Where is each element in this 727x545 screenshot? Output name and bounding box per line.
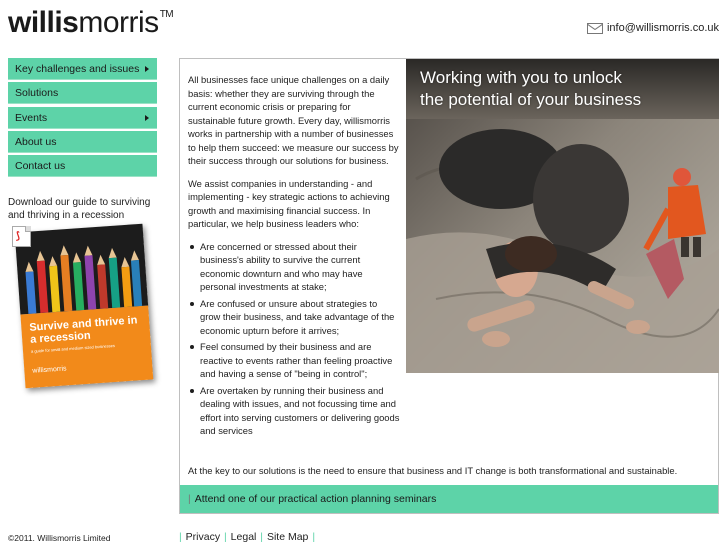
nav-item-contact-us[interactable] — [8, 155, 157, 177]
hero-caption-line-1: Working with you to unlock — [420, 68, 622, 87]
seminar-link[interactable]: Attend one of our practical action planning seminars — [194, 493, 437, 505]
nav-item-label: Contact us — [15, 160, 66, 173]
pdf-icon[interactable] — [12, 226, 31, 247]
seminar-banner[interactable] — [180, 485, 718, 513]
pdf-mark: ⟆ — [16, 231, 20, 242]
list-item: Are confused or unsure about strategies to grow their business, and take advantage of the economic upturn before it arrives; — [188, 297, 400, 338]
nav-item-key-challenges[interactable] — [8, 58, 157, 80]
chevron-right-icon — [145, 66, 149, 72]
logo-bold-text: willis — [8, 6, 79, 39]
trademark: TM — [159, 9, 174, 20]
nav-item-label: Events — [15, 111, 48, 124]
main-content — [179, 58, 719, 514]
leaders-list — [188, 240, 400, 438]
separator: | — [312, 531, 316, 543]
book-cover-text — [20, 306, 153, 389]
intro-text — [188, 73, 400, 441]
footer-links — [179, 531, 315, 543]
book-subtitle: a guide for small and medium sized businesses — [30, 342, 116, 354]
book-logo: willismorris — [32, 365, 67, 375]
copyright: ©2011. Willismorris Limited — [8, 533, 111, 543]
nav-item-solutions[interactable] — [8, 82, 157, 104]
nav-item-label: Solutions — [15, 87, 59, 100]
list-item: Are overtaken by running their business and dealing with issues, and not focussing time and effort into serving customers or delivering goods and services — [188, 384, 400, 438]
main-nav — [8, 58, 157, 179]
download-guide-link[interactable]: Download our guide to surviving and thriving in a recession — [8, 197, 151, 221]
book-pencils-image — [15, 224, 148, 315]
book-title: Survive and thrive in a recession — [28, 314, 138, 346]
nav-item-about-us[interactable] — [8, 131, 157, 153]
nav-item-events[interactable] — [8, 107, 157, 129]
nav-item-label: About us — [15, 135, 57, 148]
list-item: Are concerned or stressed about their business's ability to survive the current economic downturn and who may have personal investments at stake; — [188, 240, 400, 294]
chevron-right-icon — [145, 115, 149, 121]
separator: | — [260, 531, 264, 543]
footer-link-privacy[interactable]: Privacy — [185, 531, 221, 543]
key-solutions-text: At the key to our solutions is the need to ensure that business and IT change is both transformational and sustainable. — [188, 465, 678, 476]
email-link[interactable] — [587, 22, 719, 34]
logo-light-text: morris — [78, 6, 159, 39]
intro-paragraph: All businesses face unique challenges on a daily basis: whether they are surviving through the current economic crisis or preparing for sustainable future growth. Every day, willismorris works in partnership with a number of businesses to help them succeed: we measure our success by their success through our solutions for business. — [188, 74, 399, 166]
assist-paragraph: We assist companies in understanding - and implementing - key strategic actions to achieving growth and maximising financial success. In particular, we help business leaders who: — [188, 177, 390, 229]
hero-caption — [420, 67, 641, 111]
separator: | — [188, 493, 191, 505]
nav-item-label: Key challenges and issues — [15, 63, 140, 75]
footer-link-legal[interactable]: Legal — [230, 531, 257, 543]
hero-caption-line-2: the potential of your business — [420, 90, 642, 109]
guide-book-cover[interactable] — [15, 224, 154, 389]
hero-image — [406, 59, 719, 373]
footer-link-site-map[interactable]: Site Map — [266, 531, 309, 543]
list-item: Feel consumed by their business and are reactive to events rather than feeling proactive and having a sense of "being in control"; — [188, 340, 400, 381]
brand-logo[interactable] — [8, 8, 173, 38]
envelope-icon — [587, 23, 603, 34]
separator: | — [224, 531, 227, 543]
separator: | — [179, 531, 182, 543]
email-address[interactable]: info@willismorris.co.uk — [606, 22, 719, 34]
